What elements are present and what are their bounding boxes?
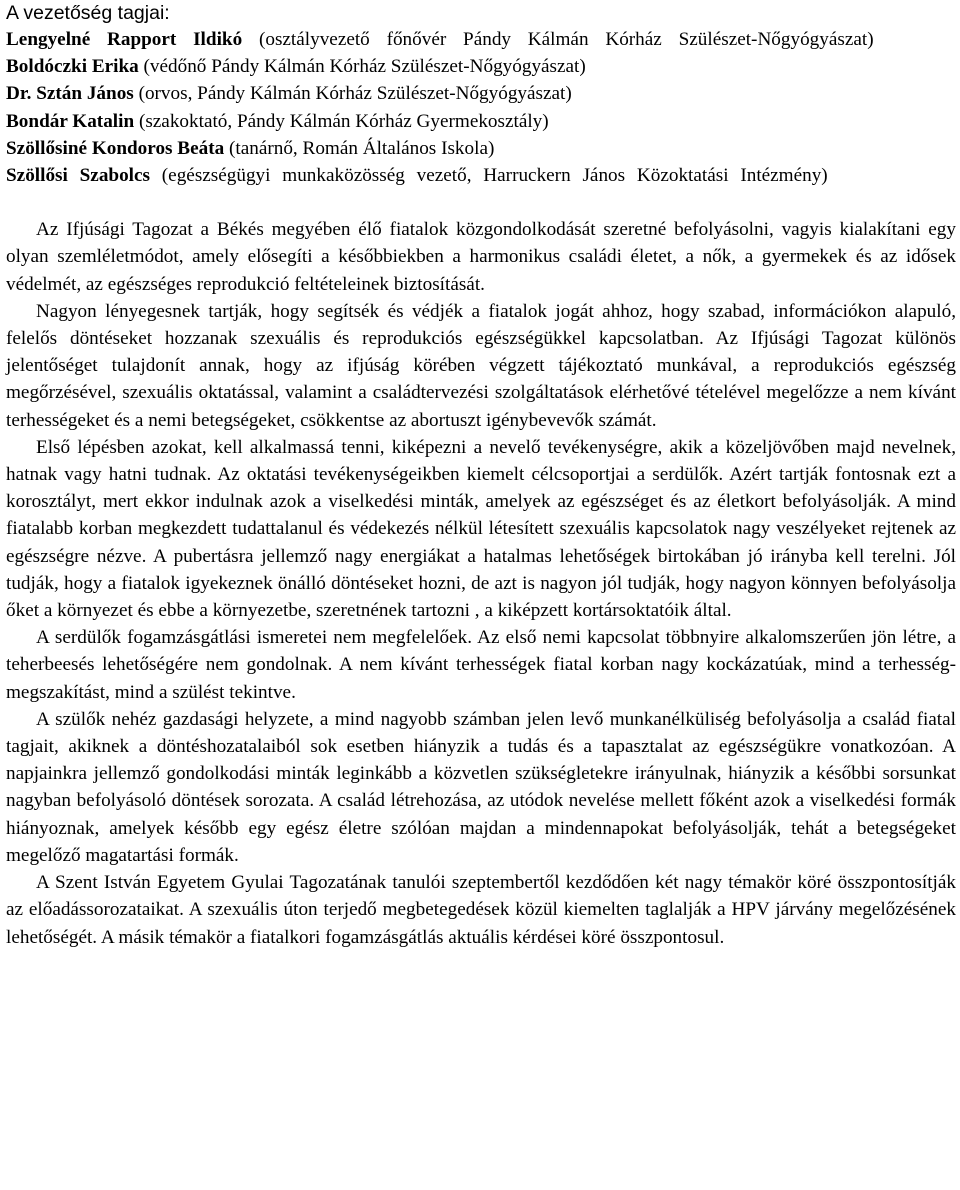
spacer — [6, 189, 956, 216]
member-name: Lengyelné Rapport Ildikó — [6, 29, 243, 50]
member-name: Szöllősi Szabolcs — [6, 165, 150, 187]
paragraph: Nagyon lényegesnek tartják, hogy segítsék és védjék a fiatalok jogát ahhoz, hogy szabad, információkon alapuló, felelős döntéseket hozzanak szexuális és reprodukciós egészségükkel kapcsolatban. Az Ifjúsági Tagozat különös jelentőséget tulajdonít annak, hogy az ifjúság körében végzett tájékoztató munkával, a reprodukciós egészség megőrzésével, szexuális oktatással, valamint a családtervezési szolgáltatások elérhetővé tételével megelőzze a nem kívánt terhességeket és a nemi betegségeket, csökkentse az abortuszt igénybevevők számát. — [6, 300, 956, 431]
member-name: Dr. Sztán János — [6, 83, 134, 105]
member-item — [6, 162, 956, 189]
member-item — [6, 53, 956, 80]
member-role: (orvos, Pándy Kálmán Kórház Szülészet-Nőgyógyászat) — [138, 83, 572, 105]
member-item — [6, 135, 956, 162]
paragraph: A serdülők fogamzásgátlási ismeretei nem megfelelőek. Az első nemi kapcsolat többnyire alkalomszerűen jön létre, a teherbeesés lehetőségére nem gondolnak. A nem kívánt terhességek fiatal korban nagy kockázatúak, mind a terhesség-megszakítást, mind a szülést tekintve. — [6, 627, 956, 703]
member-item — [6, 80, 956, 107]
member-name: Bondár Katalin — [6, 110, 135, 132]
body-text — [6, 216, 956, 950]
paragraph: Első lépésben azokat, kell alkalmassá tenni, kiképezni a nevelő tevékenységre, akik a közeljövőben majd nevelnek, hatnak vagy hatni tudnak. Az oktatási tevékenységeikben kiemelt célcsoportjai a serdülők. Azért tartják fontosnak ezt a korosztályt, mert ekkor indulnak azok a viselkedési minták, amelyek az egészséget és az életkort befolyásolják. A mind fiatalabb korban megkezdett tudattalanul és védekezés nélkül létesített szexuális kapcsolatok nagy veszélyeket rejtenek az egészségre nézve. A pubertásra jellemző nagy energiákat a hatalmas lehetőségek birtokában jó irányba kell terelni. Jól tudják, hogy a fiatalok igyekeznek önálló döntéseket hozni, de azt is nagyon jól tudják, hogy nagyon könnyen befolyásolja őket a környezet és ebbe a környezetbe, szeretnének tartozni , a kiképzett kortársoktatóik által. — [6, 436, 956, 622]
member-list — [6, 26, 956, 189]
member-name: Szöllősiné Kondoros Beáta — [6, 137, 225, 159]
member-role: (tanárnő, Román Általános Iskola) — [229, 137, 495, 159]
paragraph: Az Ifjúsági Tagozat a Békés megyében élő fiatalok közgondolkodását szeretné befolyásolni, vagyis kialakítani egy olyan szemléletmódot, amely elősegíti a későbbiekben a harmonikus családi életet, a nők, a gyermekek és az idősek védelmét, az egészséges reprodukció feltételeinek biztosítását. — [6, 219, 956, 295]
member-name: Boldóczki Erika — [6, 56, 139, 78]
member-role: (osztályvezető főnővér Pándy Kálmán Kórház Szülészet-Nőgyógyászat) — [258, 29, 874, 50]
member-item — [6, 26, 956, 53]
member-role: (egészségügyi munkaközösség vezető, Harruckern János Közoktatási Intézmény) — [161, 165, 828, 187]
member-role: (szakoktató, Pándy Kálmán Kórház Gyermekosztály) — [138, 110, 549, 132]
section-title: A vezetőség tagjai: — [6, 2, 170, 24]
member-item — [6, 108, 956, 135]
paragraph: A Szent István Egyetem Gyulai Tagozatának tanulói szeptembertől kezdődően két nagy témakör köré összpontosítják az előadássorozataikat. A szexuális úton terjedő megbetegedések közül kiemelten taglalják a HPV járvány megelőzésének lehetőségét. A másik témakör a fiatalkori fogamzásgátlás aktuális kérdései köré összpontosul. — [6, 872, 956, 948]
member-role: (védőnő Pándy Kálmán Kórház Szülészet-Nőgyógyászat) — [143, 56, 586, 78]
paragraph: A szülők nehéz gazdasági helyzete, a mind nagyobb számban jelen levő munkanélküliség befolyásolja a család fiatal tagjait, akiknek a döntéshozatalaiból sok esetben hiányzik a tudás és a tapasztalat az egészségükre vonatkozóan. A napjainkra jellemző gondolkodási minták leginkább a közvetlen szükségletekre irányulnak, hiányzik a későbbi sorsunkat nagyban befolyásoló döntések sorozata. A család létrehozása, az utódok nevelése mellett főként azok a viselkedési formák hiányoznak, amelyek később egy egész életre szólóan majdan a mindennapokat befolyásolják, tehát a betegségeket megelőző magatartási formák. — [6, 708, 956, 866]
